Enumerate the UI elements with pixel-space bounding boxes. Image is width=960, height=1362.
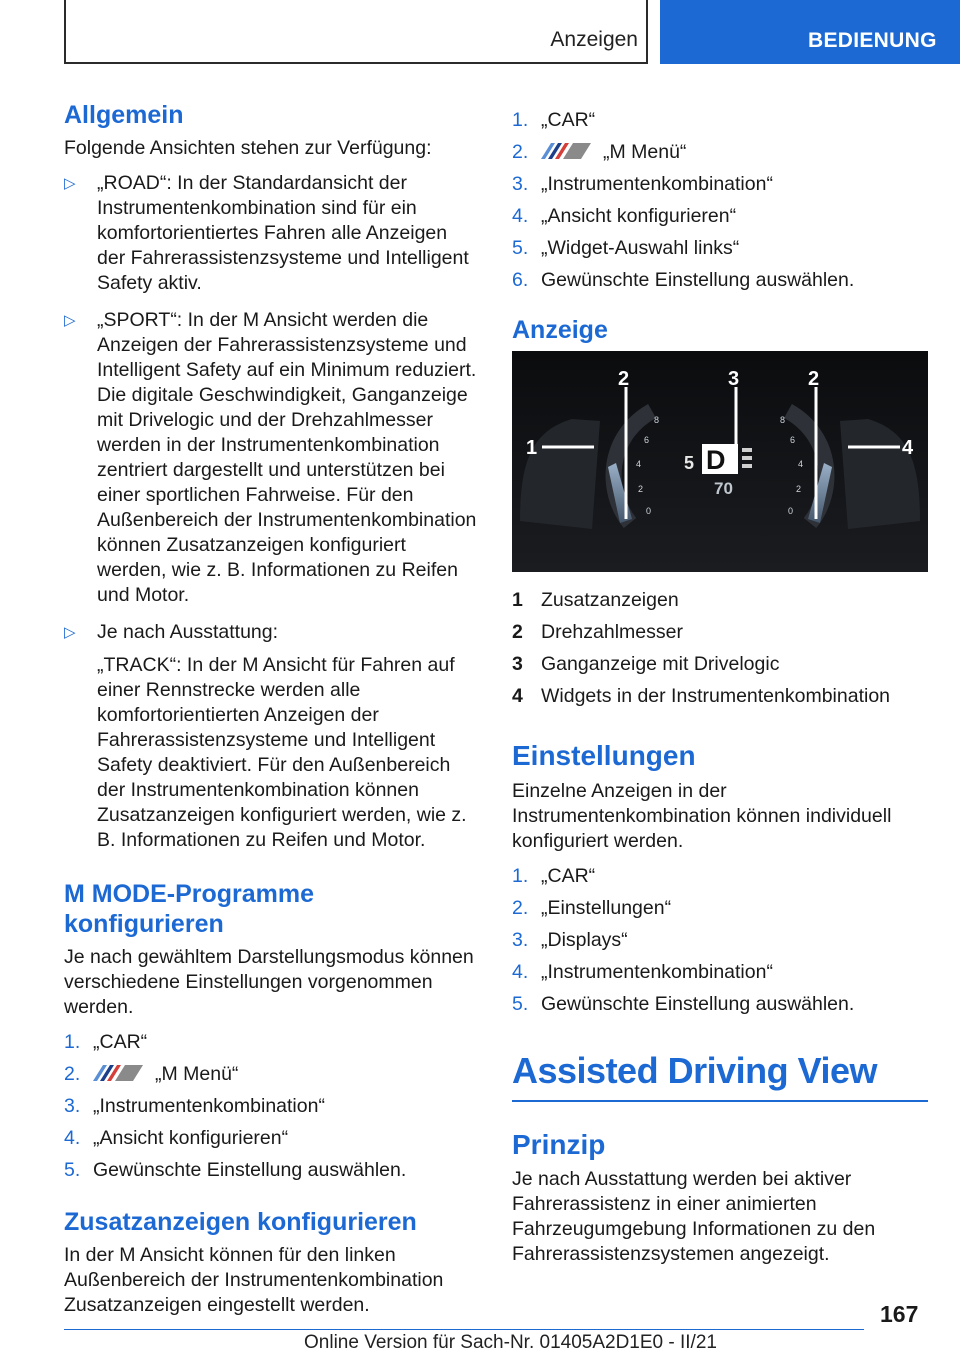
svg-text:0: 0 xyxy=(788,506,794,516)
zusatz-steps xyxy=(512,108,928,293)
footer-rule xyxy=(64,1329,864,1330)
bullet-item xyxy=(64,171,480,296)
list-item: 5. Gewünschte Einstellung auswählen. xyxy=(512,992,855,1015)
heading-zusatzanzeigen: Zusatzanzeigen konfigurieren xyxy=(64,1208,417,1236)
svg-text:6: 6 xyxy=(644,435,650,445)
callout-2: 2 xyxy=(618,368,630,390)
list-item: 4. „Ansicht konfigurieren“ xyxy=(64,1127,289,1149)
list-item: 1. „CAR“ xyxy=(512,864,596,887)
prinzip-text: Je nach Ausstattung werden bei aktiver Fahrerassistenz in einer animierten Fahrzeugumgebung Informationen zu den Fahrerassistenzsystemen angezeigt. xyxy=(512,1168,876,1266)
callout-1: 1 xyxy=(526,437,538,459)
callout-4: 4 xyxy=(902,437,914,459)
bullet-text: „SPORT“: In der M Ansicht werden die Anzeigen der Fahrerassistenzsysteme und Intelligent Safety auf ein Minimum reduziert. Die digitale Geschwindigkeit, Ganganzeige mit Drivelogic und der Drehzahlmesser werden in der Instrumentenkombination zentriert dargestellt und unterstützen bei einer sportlichen Fahrweise. Für den Außenbereich der Instrumentenkombination können Zusatzanzeigen konfiguriert werden, wie z. B. Informationen zu Reifen und Motor. xyxy=(97,309,477,606)
triangle-bullet-icon: ▷ xyxy=(64,312,76,329)
heading-mmode: M MODE-Programme konfigurieren xyxy=(64,880,315,938)
heading-assisted-driving-view: Assisted Driving View xyxy=(512,1049,928,1102)
svg-text:0: 0 xyxy=(646,506,652,516)
list-item: 1. „CAR“ xyxy=(512,109,596,131)
allgemein-intro: Folgende Ansichten stehen zur Verfügung: xyxy=(64,137,432,159)
list-item: 4. „Ansicht konfigurieren“ xyxy=(512,205,737,227)
heading-anzeige: Anzeige xyxy=(512,316,608,344)
m-menu-icon xyxy=(93,1064,145,1082)
list-item: 2. „M Menü“ xyxy=(64,1063,239,1085)
list-item: 3. „Displays“ xyxy=(512,928,628,951)
svg-text:4: 4 xyxy=(798,459,804,469)
m-menu-icon xyxy=(541,142,593,160)
list-item: 2. „M Menü“ xyxy=(512,141,687,163)
list-item: 1. „CAR“ xyxy=(64,1031,148,1053)
list-item: 6. Gewünschte Einstellung auswählen. xyxy=(512,269,855,291)
bullet-item xyxy=(64,620,480,853)
bullet-text: Je nach Ausstattung: xyxy=(97,621,279,643)
mmode-steps xyxy=(64,1030,480,1183)
list-item: 3. „Instrumentenkombination“ xyxy=(64,1095,325,1117)
svg-text:6: 6 xyxy=(790,435,796,445)
svg-text:8: 8 xyxy=(654,415,660,425)
legend-item: 3 Ganganzeige mit Drivelogic xyxy=(512,653,780,675)
einstellungen-text: Einzelne Anzeigen in der Instrumentenkombination können individuell konfiguriert werden. xyxy=(512,779,892,852)
callout-2b: 2 xyxy=(808,368,820,390)
legend-item: 4 Widgets in der Instrumentenkombination xyxy=(512,685,891,707)
mmode-text: Je nach gewähltem Darstellungsmodus können verschiedene Einstellungen vorgenommen werden. xyxy=(64,946,474,1018)
header-chapter-tab: BEDIENUNG xyxy=(660,0,960,64)
legend-item: 2 Drehzahlmesser xyxy=(512,621,683,643)
list-item: 4. „Instrumentenkombination“ xyxy=(512,960,773,983)
footer-online-version: Online Version für Sach-Nr. 01405A2D1E0 - II/21 xyxy=(304,1332,717,1353)
left-column xyxy=(64,100,480,1328)
page-number: 167 xyxy=(880,1301,919,1327)
list-item: 3. „Instrumentenkombination“ xyxy=(512,173,773,195)
list-item: 5. Gewünschte Einstellung auswählen. xyxy=(64,1159,407,1181)
heading-einstellungen: Einstellungen xyxy=(512,740,696,771)
header-section-title: Anzeigen xyxy=(550,28,638,51)
figure-legend xyxy=(512,588,928,709)
list-item: 2. „Einstellungen“ xyxy=(512,896,672,919)
zusatz-text: In der M Ansicht können für den linken Außenbereich der Instrumentenkombination Zusatzanzeigen eingestellt werden. xyxy=(64,1244,444,1316)
svg-text:4: 4 xyxy=(636,459,642,469)
legend-item: 1 Zusatzanzeigen xyxy=(512,589,679,611)
heading-prinzip: Prinzip xyxy=(512,1128,606,1160)
gear-left-label: 5 xyxy=(684,453,695,473)
gear-label: D xyxy=(706,445,726,475)
bullet-subtext: „TRACK“: In der M Ansicht für Fahren auf einer Rennstrecke werden alle komfortorientierten Anzeigen der Fahrerassistenzsysteme und Intelligent Safety deaktiviert. Für den Außenbereich der Instrumentenkombination können Zusatzanzeigen konfiguriert werden, wie z. B. Informationen zu Reifen und Motor. xyxy=(97,654,467,851)
svg-text:2: 2 xyxy=(796,484,802,494)
list-item: 5. „Widget-Auswahl links“ xyxy=(512,237,740,259)
right-column xyxy=(512,108,928,1277)
triangle-bullet-icon: ▷ xyxy=(64,175,76,192)
svg-text:2: 2 xyxy=(638,484,644,494)
callout-3: 3 xyxy=(728,368,740,390)
einstellungen-steps xyxy=(512,864,928,1017)
bullet-item xyxy=(64,308,480,608)
instrument-cluster-image xyxy=(512,351,928,572)
bullet-text: „ROAD“: In der Standardansicht der Instrumentenkombination sind für ein komfortorientiertes Fahren alle Anzeigen der Fahrerassistenzsysteme und Intelligent Safety aktiv. xyxy=(97,172,469,294)
triangle-bullet-icon: ▷ xyxy=(64,624,76,641)
speed-readout: 70 xyxy=(714,479,733,498)
svg-text:8: 8 xyxy=(780,415,786,425)
heading-allgemein: Allgemein xyxy=(64,101,184,129)
